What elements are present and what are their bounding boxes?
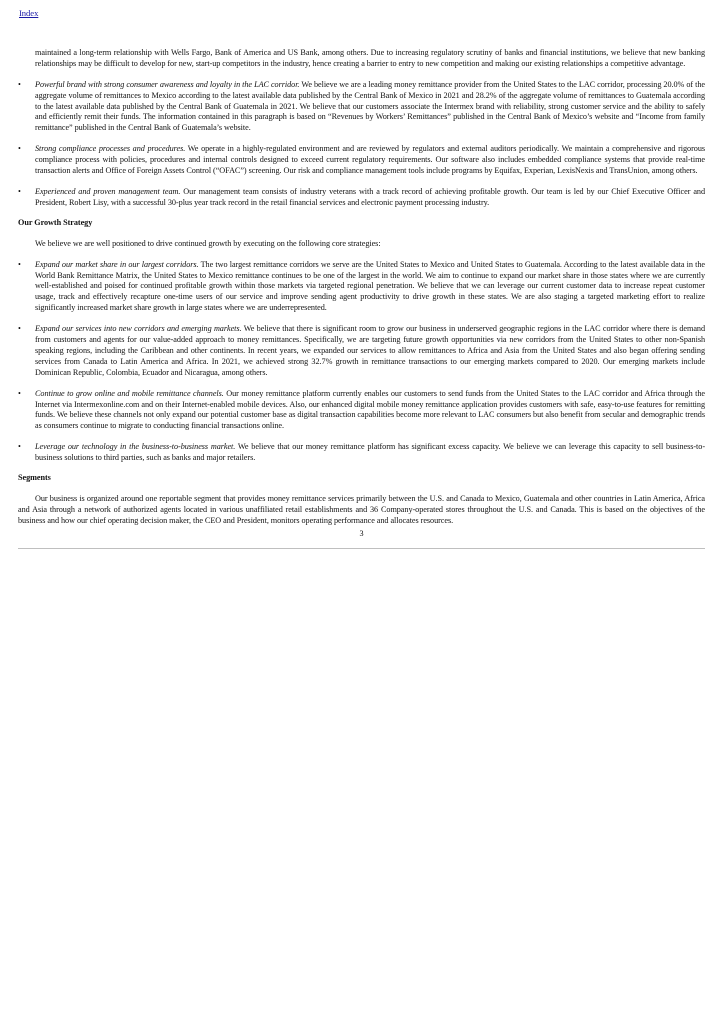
document-page [18,8,705,549]
strength-text: Our management team consists of industry veterans with a track record of achieving profitable growth. Our team is led by our Chief Executive Officer and President, Robert Lisy, with a successful 30-plus year track record in the retail financial services and electronic payment processing industry. [35,186,705,207]
strength-lead: Powerful brand with strong consumer awareness and loyalty in the LAC corridor. [35,79,300,89]
strength-text: We believe we are a leading money remittance provider from the United States to the LAC corridor, processing 20.0% of the aggregate volume of remittances to Mexico according to the latest available data published by the Central Bank of Mexico in 2021 and 28.2% of the aggregate volume of remittances to Guatemala according to the latest available data published by the Central Bank of Guatemala in 2021. We believe that our customers associate the Intermex brand with reliability, strong customer service and the ability to safely and efficiently remit their funds. The information contained in this paragraph is based on “Revenues by Workers’ Remittances” published in the Central Bank of Mexico’s website and “Income from family remittance” published in the Central Bank of Guatemala’s website. [35,79,705,133]
strategy-lead: Continue to grow online and mobile remittance channels. [35,388,224,398]
strategy-lead: Leverage our technology in the business-to-business market. [35,442,236,452]
bullet-marker: • [18,79,21,89]
segments-heading: Segments [18,473,51,483]
growth-strategy-intro: We believe we are well positioned to drive continued growth by executing on the following core strategies: [35,238,381,248]
strategy-lead: Expand our services into new corridors and emerging markets. [35,324,242,334]
strategy-lead: Expand our market share in our largest corridors. [35,259,199,269]
bullet-marker: • [18,388,21,398]
bullet-marker: • [18,144,21,154]
strategy-item-new-corridors [18,324,705,379]
strategy-text: We believe that our money remittance platform has significant excess capacity. We believe we can leverage this capacity to sell business-to-business solutions to third parties, such as banks and major retailers. [35,442,705,463]
bullet-marker: • [18,442,21,452]
index-link[interactable]: Index [19,8,39,18]
intro-continuation-paragraph: maintained a long-term relationship with Wells Fargo, Bank of America and US Bank, among others. Due to increasing regulatory scrutiny of banks and financial institutions, we believe that new banking relationships may be difficult to develop for new, start-up competitors in the industry, hence creating a barrier to entry to new competition and making our existing relationships a competitive advantage. [35,47,705,68]
segments-paragraph: Our business is organized around one reportable segment that provides money remittance services primarily between the U.S. and Canada to Mexico, Guatemala and other countries in Latin America, Africa and Asia through a network of authorized agents located in various unaffiliated retail establishments and 36 Company-operated stores throughout the U.S. and Canada. This is based on the objectives of the business and how our chief operating decision maker, the CEO and President, monitors operating performance and allocates resources. [18,494,705,525]
strategy-text: Our money remittance platform currently enables our customers to send funds from the United States to the LAC corridor and Africa through the Internet via Intermexonline.com and on their Internet-enabled mobile devices. Also, our enhanced digital mobile money remittance application provides customers with safe, easy-to-use features for remitting funds. We believe these channels not only expand our potential customer base as digital transaction capabilities become more relevant to LAC consumers but also benefit from secular and demographic trends as consumers continue to migrate to conducting financial transactions online. [35,388,705,431]
page-divider [18,548,705,549]
strength-lead: Strong compliance processes and procedures. [35,144,186,154]
strength-lead: Experienced and proven management team. [35,186,181,196]
strategy-text: The two largest remittance corridors we serve are the United States to Mexico and United States to Guatemala. According to the latest available data in the World Bank Remittance Matrix, the United States to Mexico remittance continues to be one of the largest in the world. We aim to continue to expand our market share in those states where we are currently well-established and poised for continued profitable growth within those markets via targeted regional penetration. We believe that we can leverage our current customer data to increase repeat customer usage, track and effectively recapture one-time users of our service and improve sending agent productivity to drive growth in these states. We are also staging a targeted marketing effort to realize significantly increased market share growth in large states where we are underrepresented. [35,259,705,313]
strength-item-management [18,187,705,209]
strategy-text: We believe that there is significant room to grow our business in underserved geographic regions in the LAC corridor where there is demand from customers and agents for our value-added approach to money remittances. Specifically, we are targeting future growth opportunities via new corridors from the United States to other non-Spanish speaking regions, including the Caribbean and other continents. In recent years, we expanded our services to allow remittances to Africa and Asia from the United States and also began offering sending services from Canada to Latin America and Africa. In 2021, we achieved strong 32.7% growth in remittance transactions to our emerging markets compared to 2020. Our emerging markets include Dominican Republic, Colombia, Ecuador and Nicaragua, among others. [35,324,706,377]
bullet-marker: • [18,324,21,334]
strength-item-compliance [18,144,705,177]
strength-item-brand [18,80,705,135]
growth-strategy-heading: Our Growth Strategy [18,217,93,227]
strategy-item-online-mobile [18,389,705,433]
bullet-marker: • [18,259,21,269]
bullet-marker: • [18,186,21,196]
strength-text: We operate in a highly-regulated environment and are reviewed by regulators and external auditors periodically. We maintain a comprehensive and rigorous compliance process with policies, procedures and internal controls designed to exceed current regulatory requirements. Our software also includes embedded compliance systems that provide real-time transaction alerts and Office of Foreign Assets Control (“OFAC”) screening. Our risk and compliance management tools include programs by Equifax, Experian, LexisNexis and TransUnion, among others. [35,144,705,176]
strategy-item-market-share [18,260,705,315]
page-number: 3 [359,528,364,538]
strategy-item-b2b [18,442,705,464]
